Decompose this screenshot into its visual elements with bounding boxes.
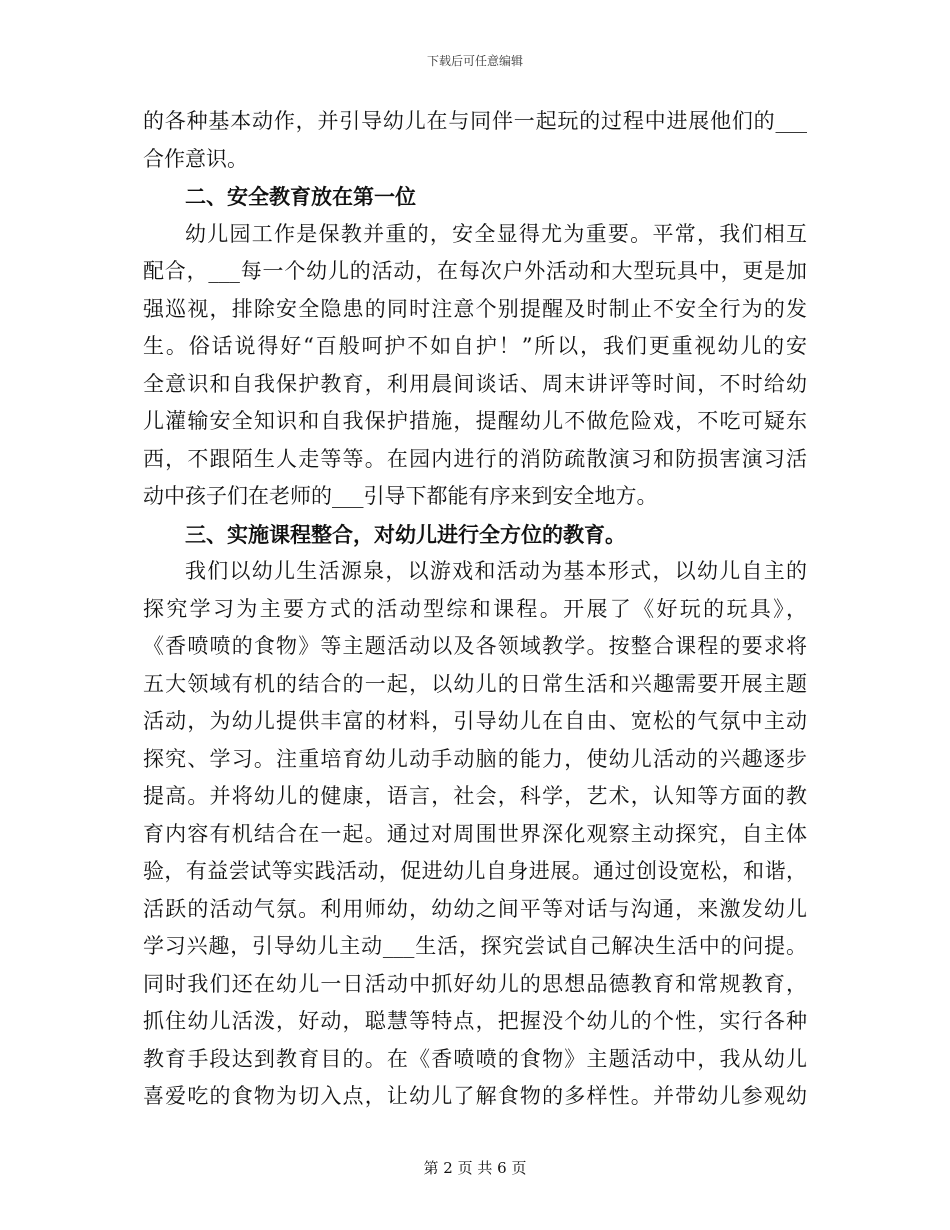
text-line: 验，有益尝试等实践活动，促进幼儿自身进展。通过创设宽松，和谐， [143, 859, 807, 883]
text-line: 动中孩子们在老师的___引导下都能有序来到安全地方。 [143, 484, 658, 508]
document-body [143, 103, 807, 1116]
text-line: 同时我们还在幼儿一日活动中抓好幼儿的思想品德教育和常规教育， [143, 971, 807, 996]
section-heading: 二、安全教育放在第一位 [185, 184, 416, 209]
text-line: 喜爱吃的食物为切入点，让幼儿了解食物的多样性。并带幼儿参观幼 [143, 1084, 807, 1108]
text-line: 配合，___每一个幼儿的活动，在每次户外活动和大型玩具中，更是加 [143, 259, 807, 283]
page-footer: 第 2 页 共 6 页 [423, 1159, 527, 1177]
text-line: 儿灌输安全知识和自我保护措施，提醒幼儿不做危险戏，不吃可疑东 [143, 409, 807, 433]
text-line: 幼儿园工作是保教并重的，安全显得尤为重要。平常，我们相互 [185, 221, 807, 246]
text-line: 我们以幼儿生活源泉，以游戏和活动为基本形式，以幼儿自主的 [185, 559, 807, 583]
text-line: 育内容有机结合在一起。通过对周围世界深化观察主动探究，自主体 [143, 821, 807, 846]
text-line: 的各种基本动作，并引导幼儿在与同伴一起玩的过程中进展他们的___ [143, 109, 807, 133]
text-line: 合作意识。 [143, 146, 248, 171]
text-line: 探究学习为主要方式的活动型综和课程。开展了《好玩的玩具》， [143, 596, 807, 621]
text-line: 探究、学习。注重培育幼儿动手动脑的能力，使幼儿活动的兴趣逐步 [143, 746, 807, 771]
text-line: 活跃的活动气氛。利用师幼，幼幼之间平等对话与沟通，来激发幼儿 [143, 896, 807, 921]
text-line: 五大领域有机的结合的一起，以幼儿的日常生活和兴趣需要开展主题 [143, 671, 807, 696]
text-line: 全意识和自我保护教育，利用晨间谈话、周末讲评等时间，不时给幼 [143, 371, 807, 396]
text-line: 学习兴趣，引导幼儿主动___生活，探究尝试自己解决生活中的问提。 [143, 934, 807, 958]
page-header: 下载后可任意编辑 [426, 54, 523, 68]
text-line: 教育手段达到教育目的。在《香喷喷的食物》主题活动中，我从幼儿 [143, 1046, 807, 1071]
text-line: 生。俗话说得好“百般呵护不如自护！”所以，我们更重视幼儿的安 [143, 334, 807, 358]
text-line: 抓住幼儿活泼，好动，聪慧等特点，把握没个幼儿的个性，实行各种 [143, 1009, 807, 1033]
text-line: 《香喷喷的食物》等主题活动以及各领域教学。按整合课程的要求将 [143, 634, 807, 658]
text-line: 活动，为幼儿提供丰富的材料，引导幼儿在自由、宽松的气氛中主动 [143, 709, 807, 733]
text-line: 西，不跟陌生人走等等。在园内进行的消防疏散演习和防损害演习活 [143, 446, 807, 471]
text-line: 提高。并将幼儿的健康，语言，社会，科学，艺术，认知等方面的教 [143, 784, 807, 808]
text-line: 强巡视，排除安全隐患的同时注意个别提醒及时制止不安全行为的发 [143, 296, 807, 321]
section-heading: 三、实施课程整合，对幼儿进行全方位的教育。 [185, 521, 626, 547]
